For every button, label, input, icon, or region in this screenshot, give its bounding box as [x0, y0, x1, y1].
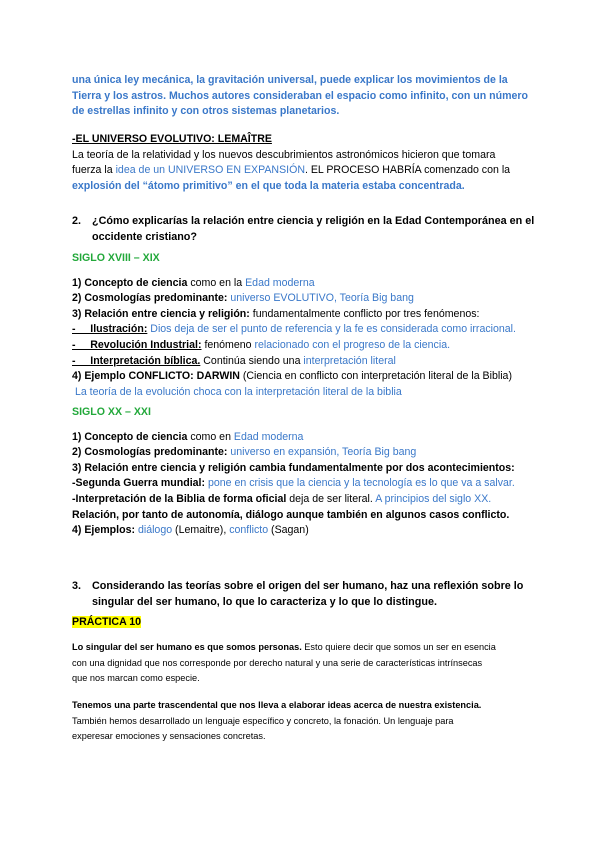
label: -Interpretación de la Biblia de forma oficial	[72, 492, 287, 505]
lemaitre-heading: -EL UNIVERSO EVOLUTIVO: LEMAÎTRE	[72, 133, 272, 145]
text: (Sagan)	[268, 524, 309, 537]
ejemplo-line	[72, 369, 532, 385]
value: Edad moderna	[233, 430, 304, 443]
section-heading: SIGLO XVIII – XIX	[72, 252, 160, 264]
value: A principios del siglo XX.	[375, 492, 492, 505]
question-2	[72, 214, 535, 245]
paragraph-line: experesar emociones y sensaciones concretas.	[72, 731, 266, 742]
bullet-ilustracion	[72, 322, 532, 338]
question-line: Considerando las teorías sobre el origen del ser humano, haz una reflexión sobre lo	[92, 580, 524, 592]
value: universo en expansión, Teoría Big bang	[227, 446, 417, 459]
label: 2) Cosmologías predominante:	[72, 446, 228, 459]
autonomia-line: Relación, por tanto de autonomía, diálogo aunque también en algunos casos conflicto.	[72, 508, 510, 521]
text: (Lemaitre),	[172, 524, 230, 537]
practica-label	[72, 615, 141, 630]
bullet-interpretacion	[72, 354, 532, 370]
text: como en	[187, 430, 234, 443]
label: - Ilustración:	[72, 323, 148, 336]
paragraph-line: con una dignidad que nos corresponde por derecho natural y una serie de características intrínsecas	[72, 657, 483, 668]
lemaitre-line: explosión del “átomo primitivo” en el que toda la materia estaba concentrada.	[72, 179, 465, 192]
concepto-line	[72, 276, 532, 292]
question-number: 2.	[72, 215, 82, 227]
question-line: ¿Cómo explicarías la relación entre ciencia y religión en la Edad Contemporánea en el	[92, 215, 535, 227]
value: Edad moderna	[245, 276, 315, 289]
ejemplo-line-2: La teoría de la evolución choca con la interpretación literal de la biblia	[72, 385, 402, 398]
value: pone en crisis que la ciencia y la tecnología es lo que va a salvar.	[205, 477, 515, 490]
text: fuerza la	[72, 164, 116, 177]
question-3	[72, 579, 532, 610]
paragraph-line: que nos marcan como especie.	[72, 673, 200, 684]
text: deja de ser literal.	[286, 492, 376, 505]
label: - Revolución Industrial:	[72, 338, 202, 351]
text: Esto quiere decir que somos un ser en esencia	[301, 642, 496, 652]
answer-paragraph-1	[72, 640, 542, 687]
siglo-xx-section	[72, 405, 532, 539]
value: universo EVOLUTIVO, Teoría Big bang	[227, 292, 414, 305]
label: 1) Concepto de ciencia	[72, 276, 188, 289]
intro-line: Tierra y los astros. Muchos autores consideraban el espacio como infinito, con un número	[72, 89, 529, 102]
value: relacionado con el progreso de la ciencia.	[254, 338, 451, 351]
highlighted-label: PRÁCTICA 10	[72, 616, 142, 628]
biblia-line	[72, 492, 532, 508]
guerra-line	[72, 476, 532, 492]
relacion-line: 3) Relación entre ciencia y religión cambia fundamentalmente por dos acontecimientos:	[72, 461, 515, 474]
label: 4) Ejemplo CONFLICTO: DARWIN	[72, 370, 240, 383]
label: 4) Ejemplos:	[72, 524, 135, 537]
question-line: occidente cristiano?	[92, 230, 197, 243]
paragraph-line	[72, 640, 542, 656]
bullet-revolucion	[72, 338, 532, 354]
section-heading: SIGLO XX – XXI	[72, 406, 151, 418]
lemaitre-line: La teoría de la relatividad y los nuevos descubrimientos astronómicos hicieron que tomara	[72, 148, 496, 161]
cosmologia-line	[72, 291, 532, 307]
relacion-line	[72, 307, 532, 323]
intro-line: una única ley mecánica, la gravitación universal, puede explicar los movimientos de la	[72, 74, 508, 86]
bold-text: Lo singular del ser humano es que somos personas.	[72, 642, 302, 652]
intro-line: de estrellas infinito y con otros sistemas planetarios.	[72, 105, 340, 118]
question-line: singular del ser humano, lo que lo caracteriza y lo que lo distingue.	[92, 595, 437, 608]
answer-paragraph-2	[72, 698, 542, 745]
ejemplos-line	[72, 523, 532, 539]
text: fundamentalmente conflicto por tres fenómenos:	[249, 307, 480, 320]
intro-paragraph	[72, 73, 532, 120]
lemaitre-line	[72, 163, 532, 179]
highlight-text: idea de un UNIVERSO EN EXPANSIÓN	[115, 164, 305, 177]
value: interpretación literal	[303, 354, 396, 367]
value: Dios deja de ser el punto de referencia y la fe es considerada como irracional.	[147, 323, 516, 336]
cosmologia-line	[72, 445, 532, 461]
lemaitre-section	[72, 132, 532, 194]
question-number: 3.	[72, 580, 82, 592]
label: - Interpretación bíblica.	[72, 354, 201, 367]
text: como en la	[187, 276, 246, 289]
text: (Ciencia en conflicto con interpretación literal de la Biblia)	[239, 370, 512, 383]
label: 3) Relación entre ciencia y religión:	[72, 307, 250, 320]
text: . EL PROCESO HABRÍA comenzado con la	[304, 164, 511, 177]
label: 2) Cosmologías predominante:	[72, 292, 228, 305]
paragraph-line: Tenemos una parte trascendental que nos lleva a elaborar ideas acerca de nuestra existencia.	[72, 700, 482, 710]
text: Continúa siendo una	[200, 354, 304, 367]
value: diálogo	[135, 524, 173, 537]
label: -Segunda Guerra mundial:	[72, 477, 206, 490]
concepto-line	[72, 430, 532, 446]
siglo-xviii-section	[72, 251, 532, 400]
label: 1) Concepto de ciencia	[72, 430, 188, 443]
paragraph-line: También hemos desarrollado un lenguaje específico y concreto, la fonación. Un lenguaje para	[72, 715, 454, 726]
text: fenómeno	[201, 338, 255, 351]
value: conflicto	[229, 524, 269, 537]
